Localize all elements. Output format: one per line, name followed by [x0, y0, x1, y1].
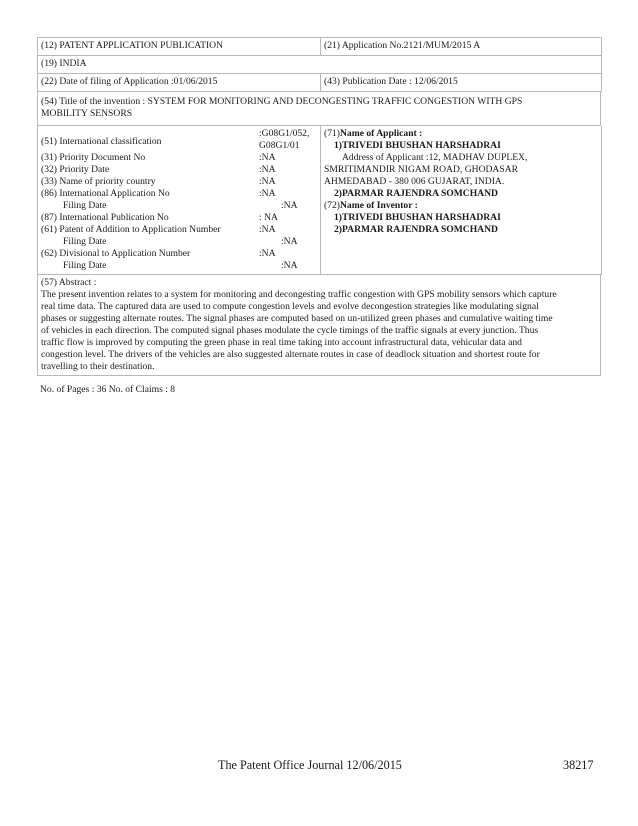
- classification-value-line-1: :G08G1/052,: [259, 128, 310, 139]
- field-label: (31) Priority Document No: [41, 152, 146, 163]
- abstract-text: [41, 289, 597, 373]
- applicant-address-line-2: SMRITIMANDIR NIGAM ROAD, GHODASAR: [324, 164, 519, 175]
- applicant-name-2: 2)PARMAR RAJENDRA SOMCHAND: [334, 188, 498, 199]
- field-label: (61) Patent of Addition to Application Number: [41, 224, 221, 235]
- field-value: :NA: [259, 188, 276, 199]
- classification-value-line-2: G08G1/01: [259, 140, 300, 151]
- inventor-heading: [324, 200, 598, 212]
- publication-date: (43) Publication Date : 12/06/2015: [321, 74, 602, 92]
- field-value: :NA: [259, 152, 276, 163]
- abstract-line: travelling to their destination.: [41, 361, 155, 372]
- applicant-heading: [324, 128, 598, 140]
- applicant-heading-prefix: (71): [324, 128, 340, 139]
- inventor-name-1: 1)TRIVEDI BHUSHAN HARSHADRAI: [334, 212, 501, 223]
- field-label: (62) Divisional to Application Number: [41, 248, 191, 259]
- abstract-line: The present invention relates to a system for monitoring and decongesting traffic congestion with GPS mobility sensors which capture: [41, 289, 557, 300]
- field-value: :NA: [281, 260, 298, 271]
- field-row: [41, 188, 317, 200]
- field-value: :NA: [281, 236, 298, 247]
- patent-record: [37, 37, 601, 396]
- field-list: [41, 152, 317, 272]
- abstract-line: congestion level. The drivers of the vehicles are also suggested alternate routes in case of deadlock situation and shortest route for: [41, 349, 540, 360]
- classification-row: [41, 128, 317, 152]
- field-label: Filing Date: [63, 200, 107, 211]
- applicant-address-line-1: Address of Applicant :12, MADHAV DUPLEX,: [342, 152, 528, 163]
- application-number: (21) Application No.2121/MUM/2015 A: [321, 38, 602, 56]
- applicant-name-1: 1)TRIVEDI BHUSHAN HARSHADRAI: [334, 140, 501, 151]
- field-row: [41, 164, 317, 176]
- abstract-line: of vehicles in each direction. The computed signal phases modulate the cycle timings of the traffic signals at every junction. Thus: [41, 325, 539, 336]
- field-label: (86) International Application No: [41, 188, 170, 199]
- applicant-heading-text: Name of Applicant :: [339, 128, 423, 139]
- field-label: (87) International Publication No: [41, 212, 169, 223]
- inventor-name-2: 2)PARMAR RAJENDRA SOMCHAND: [334, 224, 498, 235]
- invention-title: [37, 92, 601, 126]
- field-label: Filing Date: [63, 260, 107, 271]
- field-row: [41, 224, 317, 236]
- field-row: [41, 200, 317, 212]
- classification-value: [259, 128, 309, 152]
- publication-type: (12) PATENT APPLICATION PUBLICATION: [38, 38, 321, 56]
- field-label: (33) Name of priority country: [41, 176, 156, 187]
- field-row: [41, 248, 317, 260]
- pages-claims: No. of Pages : 36 No. of Claims : 8: [40, 384, 176, 395]
- inventor-heading-prefix: (72): [324, 200, 340, 211]
- page-number: 38217: [563, 758, 594, 772]
- field-value: :NA: [281, 200, 298, 211]
- field-row: [41, 236, 317, 248]
- abstract-section: [37, 275, 601, 376]
- left-column: [38, 126, 321, 275]
- filing-date: (22) Date of filing of Application :01/06/2015: [38, 74, 321, 92]
- field-label: (32) Priority Date: [41, 164, 110, 175]
- bibliographic-table: [37, 126, 602, 275]
- inventor-heading-text: Name of Inventor :: [339, 200, 418, 211]
- classification-label: (51) International classification: [41, 136, 162, 147]
- header-table: [37, 37, 602, 92]
- field-row: [41, 176, 317, 188]
- field-value: :NA: [259, 224, 276, 235]
- field-row: [41, 260, 317, 272]
- abstract-line: phases or suggesting alternate routes. The signal phases are computed based on un-utilized green phases and cumulative waiting time: [41, 313, 553, 324]
- field-label: Filing Date: [63, 236, 107, 247]
- country: (19) INDIA: [38, 56, 602, 74]
- field-row: [41, 152, 317, 164]
- right-column: [321, 126, 602, 275]
- applicant-address-line-3: AHMEDABAD - 380 006 GUJARAT, INDIA.: [324, 176, 505, 187]
- field-value: :NA: [259, 176, 276, 187]
- abstract-heading: (57) Abstract :: [41, 277, 97, 288]
- field-value: :NA: [259, 164, 276, 175]
- invention-title-line-1: (54) Title of the invention : SYSTEM FOR MONITORING AND DECONGESTING TRAFFIC CONGESTION WITH GPS: [41, 96, 523, 107]
- field-value: :NA: [259, 248, 276, 259]
- invention-title-line-2: MOBILITY SENSORS: [41, 108, 133, 119]
- abstract-line: traffic flow is improved by computing the green phase in real time taking into account infrastructural data, vehicular data and: [41, 337, 522, 348]
- journal-footer: The Patent Office Journal 12/06/2015: [218, 758, 402, 772]
- field-value: : NA: [259, 212, 278, 223]
- abstract-line: real time data. The captured data are used to compute congestion levels and evolve decongestion strategies like modulating signal: [41, 301, 539, 312]
- field-row: [41, 212, 317, 224]
